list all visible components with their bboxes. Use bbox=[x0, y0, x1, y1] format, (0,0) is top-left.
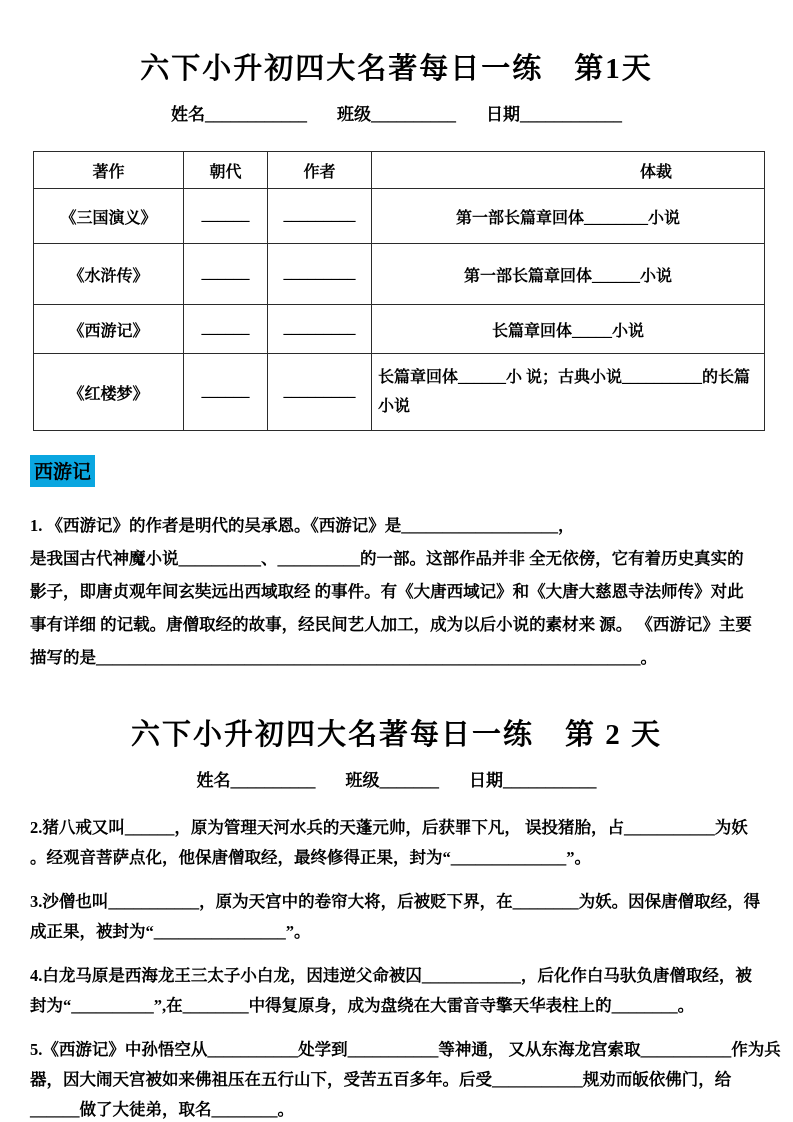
name-blank-line: __________ bbox=[230, 771, 316, 790]
xiyouji-section bbox=[30, 455, 793, 487]
day1-name-field bbox=[171, 100, 307, 125]
class-label: 班级 bbox=[337, 105, 371, 124]
paragraph-line: 事有详细 的记载。唐僧取经的故事，经民间艺人加工，成为以后小说的素材来 源。 《西游记》主要 bbox=[30, 615, 752, 634]
paragraph-line: 影子，即唐贞观年间玄奘远出西域取经 的事件。有《大唐西域记》和《大唐大慈恩寺法师传》对此 bbox=[30, 582, 744, 601]
dynasty-blank: ______ bbox=[184, 189, 268, 244]
question-1-paragraph bbox=[30, 509, 765, 674]
work-title: 《红楼梦》 bbox=[34, 354, 184, 431]
date-blank-line: ____________ bbox=[520, 105, 622, 124]
author-blank: _________ bbox=[268, 354, 372, 431]
xiyouji-heading: 西游记 bbox=[30, 455, 95, 487]
paragraph-line: 是我国古代神魔小说__________、__________的一部。这部作品并非 全无依傍，它有着历史真实的 bbox=[30, 549, 744, 568]
genre-text: 第一部长篇章回体______小说 bbox=[372, 244, 765, 305]
day2-class-field bbox=[346, 766, 440, 791]
day1-class-field bbox=[337, 100, 456, 125]
paragraph-line: 3.沙僧也叫___________，原为天宫中的卷帘大将，后被贬下界，在________为妖。因保唐僧取经，得 bbox=[30, 892, 761, 911]
genre-text: 长篇章回体______小 说；古典小说__________的长篇小说 bbox=[372, 354, 765, 431]
paragraph-line: 封为“__________”,在________中得复原身，成为盘绕在大雷音寺擎天华表柱上的________。 bbox=[30, 996, 695, 1015]
day1-title: 六下小升初四大名著每日一练 第1天 bbox=[140, 53, 653, 85]
genre-text: 第一部长篇章回体________小说 bbox=[372, 189, 765, 244]
column-header-dynasty: 朝代 bbox=[184, 152, 268, 189]
name-blank-line: ____________ bbox=[205, 105, 307, 124]
dynasty-blank: ______ bbox=[184, 244, 268, 305]
name-label: 姓名 bbox=[196, 771, 231, 790]
question-3-paragraph bbox=[30, 887, 765, 947]
day1-fields bbox=[0, 100, 793, 125]
column-header-genre: 体裁 bbox=[372, 152, 765, 189]
table-row bbox=[34, 244, 765, 305]
date-blank-line: ___________ bbox=[503, 771, 597, 790]
dynasty-blank: ______ bbox=[184, 354, 268, 431]
paragraph-line: 2.猪八戒又叫______，原为管理天河水兵的天蓬元帅，后获罪下凡， 误投猪胎，占___________为妖 bbox=[30, 818, 748, 837]
paragraph-line: 描写的是__________________________________________________________________。 bbox=[30, 648, 657, 667]
class-blank-line: _______ bbox=[379, 771, 439, 790]
paragraph-line: 5.《西游记》中孙悟空从___________处学到___________等神通， 又从东海龙宫索取___________作为兵 bbox=[30, 1040, 781, 1059]
author-blank: _________ bbox=[268, 244, 372, 305]
date-label: 日期 bbox=[486, 105, 520, 124]
date-label: 日期 bbox=[469, 771, 503, 790]
question-2-paragraph bbox=[30, 813, 765, 873]
paragraph-line: 器，因大闹天宫被如来佛祖压在五行山下，受苦五百多年。后受___________规劝而皈依佛门，给 bbox=[30, 1070, 732, 1089]
day2-date-field bbox=[469, 766, 597, 791]
day2-name-field bbox=[197, 766, 316, 791]
paragraph-line: 。经观音菩萨点化，他保唐僧取经，最终修得正果，封为“______________”。 bbox=[30, 848, 591, 867]
table-row bbox=[34, 305, 765, 354]
class-label: 班级 bbox=[345, 771, 380, 790]
day2-fields bbox=[0, 766, 793, 791]
author-blank: _________ bbox=[268, 189, 372, 244]
work-title: 《西游记》 bbox=[34, 305, 184, 354]
paragraph-line: 1. 《西游记》的作者是明代的吴承恩。《西游记》是___________________， bbox=[30, 516, 575, 535]
question-5-paragraph bbox=[30, 1035, 781, 1122]
paragraph-line: 成正果，被封为“________________”。 bbox=[30, 922, 311, 941]
table-header-row bbox=[34, 152, 765, 189]
name-label: 姓名 bbox=[171, 105, 205, 124]
day1-date-field bbox=[486, 100, 622, 125]
famous-works-table bbox=[33, 151, 765, 431]
class-blank-line: __________ bbox=[371, 105, 456, 124]
question-4-paragraph bbox=[30, 961, 765, 1021]
work-title: 《三国演义》 bbox=[34, 189, 184, 244]
genre-text: 长篇章回体_____小说 bbox=[372, 305, 765, 354]
table-row bbox=[34, 354, 765, 431]
column-header-author: 作者 bbox=[268, 152, 372, 189]
table-row bbox=[34, 189, 765, 244]
dynasty-blank: ______ bbox=[184, 305, 268, 354]
paragraph-line: 4.白龙马原是西海龙王三太子小白龙，因违逆父命被囚____________，后化作白马驮负唐僧取经，被 bbox=[30, 966, 752, 985]
column-header-work: 著作 bbox=[34, 152, 184, 189]
work-title: 《水浒传》 bbox=[34, 244, 184, 305]
paragraph-line: ______做了大徒弟，取名________。 bbox=[30, 1100, 294, 1119]
day2-title: 六下小升初四大名著每日一练 第 2 天 bbox=[130, 719, 662, 751]
author-blank: _________ bbox=[268, 305, 372, 354]
